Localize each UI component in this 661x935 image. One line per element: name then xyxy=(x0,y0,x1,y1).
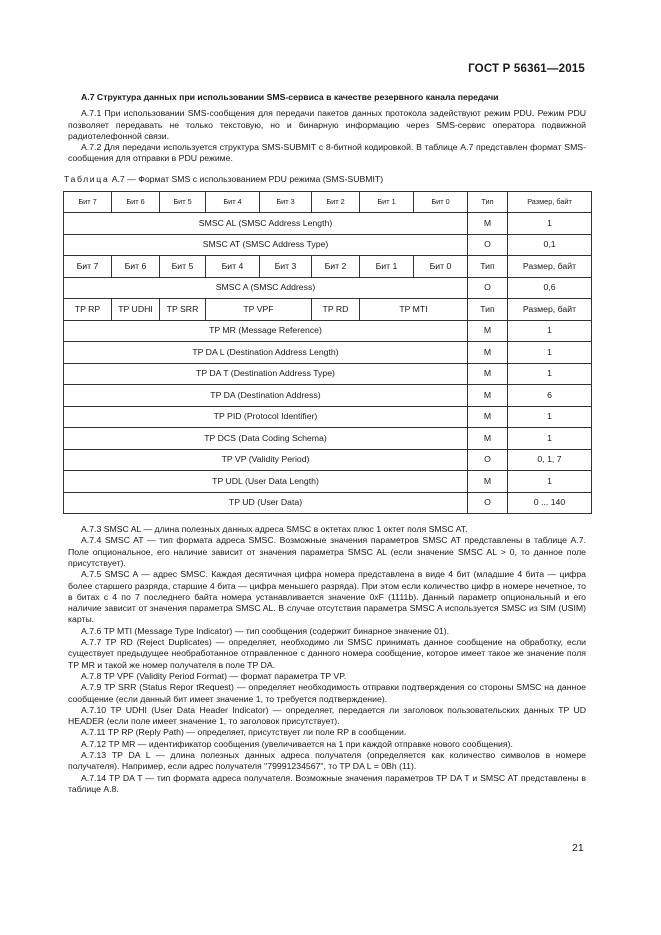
table-row xyxy=(64,385,592,407)
field-type: О xyxy=(468,449,508,471)
bit-cell: Бит 5 xyxy=(160,256,206,278)
paragraph-a79: А.7.9 TP SRR (Status Repor tRequest) — определяет необходимость отправки подтверждения со стороны SMSC на данное сообщение (если данный бит имеет значение 1, то требуется подтверждение). xyxy=(68,682,586,704)
field-size: 1 xyxy=(508,363,592,385)
flag-vpf: TP VPF xyxy=(206,299,312,321)
table-row xyxy=(64,406,592,428)
paragraph-a74: А.7.4 SMSC AT — тип формата адреса SMSC. Возможные значения параметров SMSC AT представлены в таблице А.7. Поле опциональное, его наличие зависит от значения параметра SMSC AL (если значение SMSC AL > 0, то данное поле присутствует). xyxy=(68,535,586,568)
table-row xyxy=(64,234,592,256)
paragraph-a77: А.7.7 TP RD (Reject Duplicates) — определяет, необходимо ли SMSC принимать данное сообщение на обработку, если существует предыдущее необработанное отправленное с данного номера сообщение, которое имеет такое же значение поля TP MR и такой же номер получателя в поле TP DA. xyxy=(68,637,586,670)
bit-cell: Бит 2 xyxy=(312,256,360,278)
sms-format-table xyxy=(63,191,592,514)
table-caption xyxy=(64,174,586,185)
table-row xyxy=(64,492,592,514)
field-size: 1 xyxy=(508,320,592,342)
paragraph-a713: А.7.13 TP DA L — длина полезных данных адреса получателя (определяется как количество символов в номере получателя). Например, если адрес получателя "79991234567", то TP DA L = 0Bh (11). xyxy=(68,750,586,772)
flag-mti: TP MTI xyxy=(360,299,468,321)
field-name: TP UD (User Data) xyxy=(64,492,468,514)
field-type: М xyxy=(468,406,508,428)
table-bits-row xyxy=(64,256,592,278)
field-type: М xyxy=(468,385,508,407)
paragraph-a714: А.7.14 TP DA T — тип формата адреса получателя. Возможные значения параметров TP DA T и SMSC AT представлены в таблице А.8. xyxy=(68,772,586,794)
flag-udhi: TP UDHI xyxy=(112,299,160,321)
field-name: TP DCS (Data Coding Schema) xyxy=(64,428,468,450)
header-cell: Бит 6 xyxy=(112,192,160,213)
field-name: TP DA (Destination Address) xyxy=(64,385,468,407)
field-name: TP DA T (Destination Address Type) xyxy=(64,363,468,385)
table-row xyxy=(64,213,592,235)
field-size: 1 xyxy=(508,213,592,235)
page-content xyxy=(64,92,586,795)
field-name: SMSC AL (SMSC Address Length) xyxy=(64,213,468,235)
paragraph-a72: А.7.2 Для передачи используется структура SMS-SUBMIT с 8-битной кодировкой. В таблице А.7 представлен формат SMS-сообщения для отправки в PDU режиме. xyxy=(68,142,586,164)
page-number: 21 xyxy=(572,842,584,854)
bit-cell: Размер, байт xyxy=(508,256,592,278)
field-name: TP UDL (User Data Length) xyxy=(64,471,468,493)
table-flags-row xyxy=(64,299,592,321)
paragraph-a76: А.7.6 TP MTI (Message Type Indicator) — тип сообщения (содержит бинарное значение 01). xyxy=(81,625,450,636)
table-row xyxy=(64,363,592,385)
field-name: TP VP (Validity Period) xyxy=(64,449,468,471)
flag-type: Тип xyxy=(468,299,508,321)
header-cell: Бит 2 xyxy=(312,192,360,213)
paragraph-a71: А.7.1 При использовании SMS-сообщения для передачи пакетов данных протокола задействуют режим PDU. Режим PDU позволяет передавать не только текстовую, но и бинарную информацию через SMS-сервис оператора подвижной радиотелефонной связи. xyxy=(68,108,586,141)
paragraph-a712: А.7.12 TP MR — идентификатор сообщения (увеличивается на 1 при каждой отправке нового сообщения). xyxy=(81,738,513,749)
field-size: 6 xyxy=(508,385,592,407)
field-size: 1 xyxy=(508,471,592,493)
table-caption-text: А.7 — Формат SMS с использованием PDU режима (SMS-SUBMIT) xyxy=(111,173,384,184)
flag-size: Размер, байт xyxy=(508,299,592,321)
field-size: 0, 1, 7 xyxy=(508,449,592,471)
field-name: TP MR (Message Reference) xyxy=(64,320,468,342)
bit-cell: Бит 7 xyxy=(64,256,112,278)
header-cell: Бит 5 xyxy=(160,192,206,213)
bit-cell: Бит 0 xyxy=(414,256,468,278)
bit-cell: Бит 4 xyxy=(206,256,260,278)
field-type: М xyxy=(468,471,508,493)
table-caption-word: Таблица xyxy=(64,173,110,184)
field-size: 1 xyxy=(508,428,592,450)
flag-srr: TP SRR xyxy=(160,299,206,321)
header-cell: Бит 4 xyxy=(206,192,260,213)
section-title: А.7 Структура данных при использовании SMS-сервиса в качестве резервного канала передачи xyxy=(81,92,499,102)
document-header: ГОСТ Р 56361—2015 xyxy=(468,63,585,75)
header-cell: Тип xyxy=(468,192,508,213)
field-type: О xyxy=(468,277,508,299)
field-name: SMSC AT (SMSC Address Type) xyxy=(64,234,468,256)
paragraph-a75: А.7.5 SMSC A — адрес SMSC. Каждая десятичная цифра номера представлена в виде 4 бит (младшие 4 бита — цифра более старшего разряда, старшие 4 бита — цифра меньшего разряда). При этом если количество цифр в номере нечетное, то в битах с 4 по 7 последнего байта номера устанавливается значение 0xF (1111b). Данный параметр опциональный и его наличие зависит от значения параметра SMSC AL. В случае отсутствия параметра SMSC A используется SMSC из SIM (USIM) карты. xyxy=(68,569,586,625)
paragraph-a711: А.7.11 TP RP (Reply Path) — определяет, присутствует ли поле RP в сообщении. xyxy=(81,727,407,738)
header-cell: Размер, байт xyxy=(508,192,592,213)
paragraph-a73: А.7.3 SMSC AL — длина полезных данных адреса SMSC в октетах плюс 1 октет поля SMSC AT. xyxy=(81,524,468,535)
bit-cell: Бит 3 xyxy=(260,256,312,278)
field-size: 0,6 xyxy=(508,277,592,299)
field-type: М xyxy=(468,342,508,364)
bit-cell: Бит 6 xyxy=(112,256,160,278)
field-type: О xyxy=(468,234,508,256)
header-cell: Бит 1 xyxy=(360,192,414,213)
field-type: М xyxy=(468,428,508,450)
field-name: TP DA L (Destination Address Length) xyxy=(64,342,468,364)
field-type: М xyxy=(468,320,508,342)
field-size: 0 ... 140 xyxy=(508,492,592,514)
field-size: 0,1 xyxy=(508,234,592,256)
header-cell: Бит 0 xyxy=(414,192,468,213)
field-size: 1 xyxy=(508,342,592,364)
table-row xyxy=(64,428,592,450)
table-header-row xyxy=(64,192,592,213)
table-row xyxy=(64,342,592,364)
paragraph-a710: А.7.10 TP UDHI (User Data Header Indicator) — определяет, передается ли заголовок пользовательских данных TP UD HEADER (если поле имеет значение 1, то заголовок присутствует). xyxy=(68,704,586,727)
flag-rp: TP RP xyxy=(64,299,112,321)
field-name: TP PID (Protocol Identifier) xyxy=(64,406,468,428)
notes-block xyxy=(68,524,586,795)
table-row xyxy=(64,449,592,471)
header-cell: Бит 7 xyxy=(64,192,112,213)
field-type: М xyxy=(468,213,508,235)
field-type: М xyxy=(468,363,508,385)
table-row xyxy=(64,277,592,299)
header-cell: Бит 3 xyxy=(260,192,312,213)
table-row xyxy=(64,320,592,342)
field-size: 1 xyxy=(508,406,592,428)
bit-cell: Тип xyxy=(468,256,508,278)
field-type: О xyxy=(468,492,508,514)
bit-cell: Бит 1 xyxy=(360,256,414,278)
field-name: SMSC A (SMSC Address) xyxy=(64,277,468,299)
table-row xyxy=(64,471,592,493)
flag-rd: TP RD xyxy=(312,299,360,321)
paragraph-a78: А.7.8 TP VPF (Validity Period Format) — формат параметра TP VP. xyxy=(81,670,347,681)
